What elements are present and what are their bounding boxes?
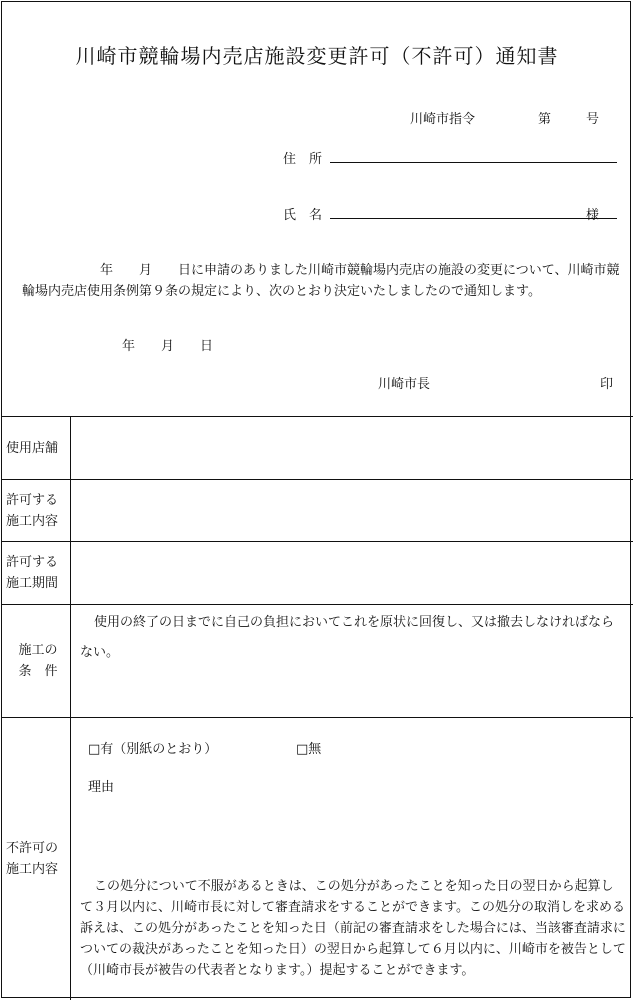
- permitted-period-label: 許可する施工期間: [6, 555, 59, 591]
- reason-label: 理由: [88, 780, 115, 795]
- row-divider: [1, 717, 633, 718]
- name-field-line[interactable]: [330, 218, 617, 219]
- doc-number-prefix: 川崎市指令: [410, 112, 476, 127]
- permitted-content-label: 許可する施工内容: [6, 492, 59, 529]
- sama-honorific: 様: [586, 208, 600, 223]
- store-label: 使用店舗: [6, 440, 59, 456]
- row-divider: [1, 604, 633, 605]
- option-yes-checkbox[interactable]: □有（別紙のとおり）: [88, 742, 218, 757]
- seal-mark: 印: [600, 377, 614, 392]
- conditions-label: [2, 605, 70, 717]
- address-field-line[interactable]: [330, 162, 617, 163]
- permitted-period-cell[interactable]: [71, 542, 631, 604]
- mayor-title: 川崎市長: [378, 377, 431, 392]
- doc-number-dai: 第: [538, 112, 552, 127]
- doc-number-go: 号: [586, 112, 600, 127]
- conditions-label-line1: 施工の: [18, 643, 58, 658]
- permitted-content-cell[interactable]: [71, 480, 631, 541]
- store-cell[interactable]: [71, 417, 631, 479]
- document-title: 川崎市競輪場内売店施設変更許可（不許可）通知書: [75, 44, 559, 68]
- option-no-checkbox[interactable]: □無: [296, 742, 322, 757]
- appeal-notice: この処分について不服があるときは、この処分があったことを知った日の翌日から起算して３月以内に、川崎市長に対して審査請求をすることができます。この処分の取消しを求める訴えは、この処分があったことを知った日（前記の審査請求をした場合には、当該審査請求についての裁決があったことを知った日）の翌日から起算して６月以内に、川崎市を被告として（川崎市長が被告の代表者となります。）提起することができます。: [80, 879, 626, 978]
- denied-content-label: 不許可の施工内容: [6, 841, 59, 877]
- name-label: 氏 名: [283, 208, 323, 223]
- address-label: 住 所: [283, 152, 323, 167]
- notification-body: 年 月 日に申請のありました川崎市競輪場内売店の施設の変更について、川崎市競輪場内売店使用条例第９条の規定により、次のとおり決定いたしましたので通知します。: [22, 263, 620, 299]
- conditions-text: 使用の終了の日までに自己の負担においてこれを原状に回復し、又は撤去しなければならない。: [80, 615, 615, 660]
- date-line: 年 月 日: [122, 339, 214, 354]
- conditions-label-line2: 条 件: [18, 664, 58, 679]
